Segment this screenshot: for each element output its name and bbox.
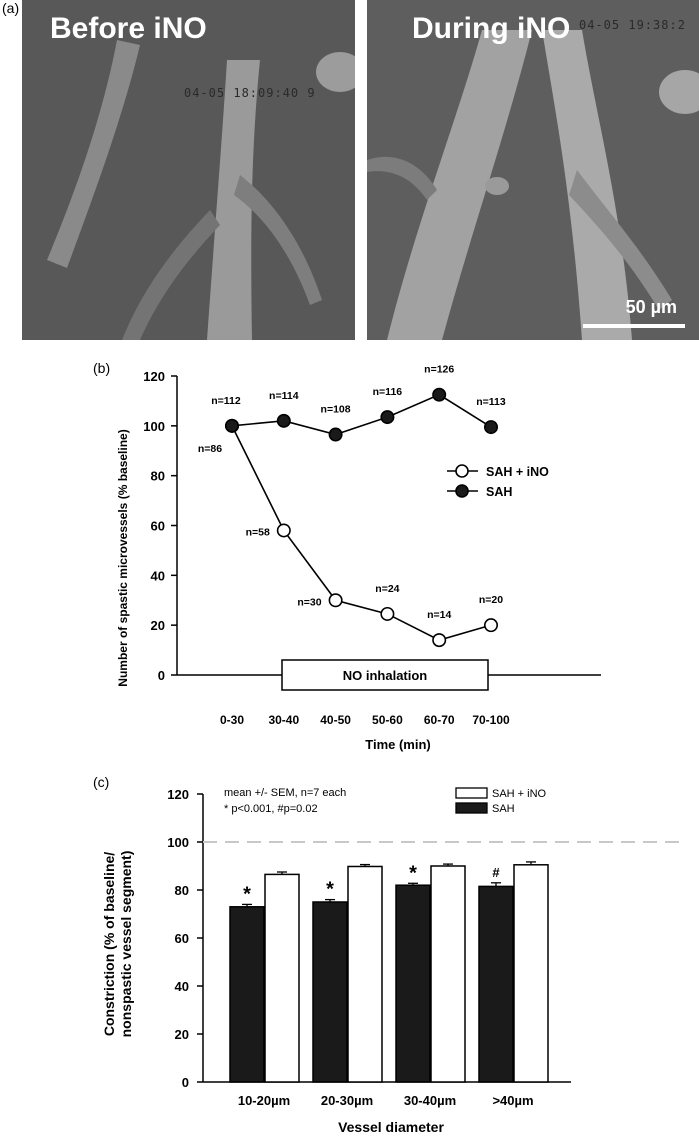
y-axis-title-line2: nonspastic vessel segment) [118,850,134,1038]
x-axis-title: Vessel diameter [338,1119,444,1135]
y-axis-title: Number of spastic microvessels (% baseline) [116,429,130,687]
data-label: n=86 [197,442,223,455]
legend-label: SAH [492,803,515,815]
x-tick-label: 0-30 [219,713,245,727]
x-axis-title: Time (min) [365,737,431,752]
x-tick-label: 20-30µm [320,1093,374,1108]
before-ino-title: Before iNO [50,12,207,45]
y-tick-label: 40 [174,979,189,994]
x-tick-label: >40µm [492,1093,534,1108]
data-label: n=30 [297,596,322,609]
micrograph-during [367,0,699,340]
x-tick-label: 70-100 [472,713,510,727]
data-point [278,415,290,427]
data-point [433,388,445,400]
data-label: n=24 [375,582,400,595]
x-tick-label: 10-20µm [237,1093,291,1108]
y-tick-label: 20 [150,618,165,634]
significance-marker: * [326,878,334,901]
x-tick-label: 30-40µm [403,1093,457,1108]
panel-a-label: (a) [2,0,20,16]
bar [230,907,264,1082]
bar [479,886,513,1082]
photo-before-ino [22,0,355,340]
video-timestamp-right: 04-05 19:38:2 [579,18,686,32]
x-tick-label: 50-60 [372,713,403,727]
data-label: n=58 [245,526,270,539]
data-label: n=113 [476,396,506,409]
bar-chart [0,774,699,1136]
legend-marker [456,485,468,497]
y-axis-title-line1: Constriction (% of baseline/ [101,851,117,1037]
data-label: n=14 [427,609,452,622]
bar [431,866,465,1082]
y-tick-label: 100 [167,835,189,850]
significance-marker: * [243,883,251,906]
legend-swatch [456,803,487,813]
no-inhalation-label: NO inhalation [342,668,428,683]
data-point [329,594,341,606]
data-label: n=108 [320,403,351,416]
data-point [485,421,497,433]
series-line [232,426,491,640]
data-label: n=116 [372,386,403,399]
bar [313,902,347,1082]
y-tick-label: 0 [157,668,165,683]
x-tick-label: 60-70 [423,713,455,727]
panel-c-label: (c) [93,774,110,790]
y-tick-label: 40 [150,568,165,584]
significance-marker: # [492,864,500,880]
legend-swatch [456,788,487,798]
legend [447,465,549,499]
line-chart [0,360,699,760]
bar [514,865,548,1082]
y-tick-label: 120 [143,369,165,384]
video-timestamp-left: 04-05 18:09:40 9 [184,86,316,100]
data-point [329,428,341,440]
y-tick-label: 60 [174,931,189,946]
bar [348,866,382,1082]
data-point [278,524,290,536]
data-label: n=114 [269,389,299,402]
photo-during-ino [367,0,699,340]
legend-marker [456,465,468,477]
y-tick-label: 80 [150,468,165,484]
scale-bar-label: 50 µm [625,297,677,317]
y-tick-label: 60 [150,518,165,534]
data-point [226,420,238,432]
legend-label: SAH + iNO [492,788,547,800]
legend [456,788,547,815]
data-label: n=20 [478,594,504,607]
y-tick-label: 0 [181,1075,189,1090]
x-tick-label: 40-50 [320,713,351,727]
data-point [381,608,393,620]
y-tick-label: 120 [167,787,189,802]
data-point [381,411,393,423]
stats-note-line2: * p<0.001, #p=0.02 [224,803,318,815]
x-tick-label: 30-40 [268,713,300,727]
data-point [433,634,445,646]
bar [396,885,430,1082]
data-label: n=112 [211,394,241,407]
y-tick-label: 20 [174,1027,189,1042]
scale-bar [583,324,685,328]
legend-label: SAH [486,485,513,499]
significance-marker: * [409,862,417,885]
micrograph-before [22,0,355,340]
panel-b-label: (b) [93,360,111,376]
bar [265,874,299,1082]
data-point [485,619,497,631]
legend-label: SAH + iNO [486,465,549,479]
data-label: n=126 [424,363,455,376]
during-ino-title: During iNO [412,12,571,45]
y-tick-label: 80 [174,883,189,898]
y-tick-label: 100 [143,418,165,434]
stats-note-line1: mean +/- SEM, n=7 each [224,787,347,799]
